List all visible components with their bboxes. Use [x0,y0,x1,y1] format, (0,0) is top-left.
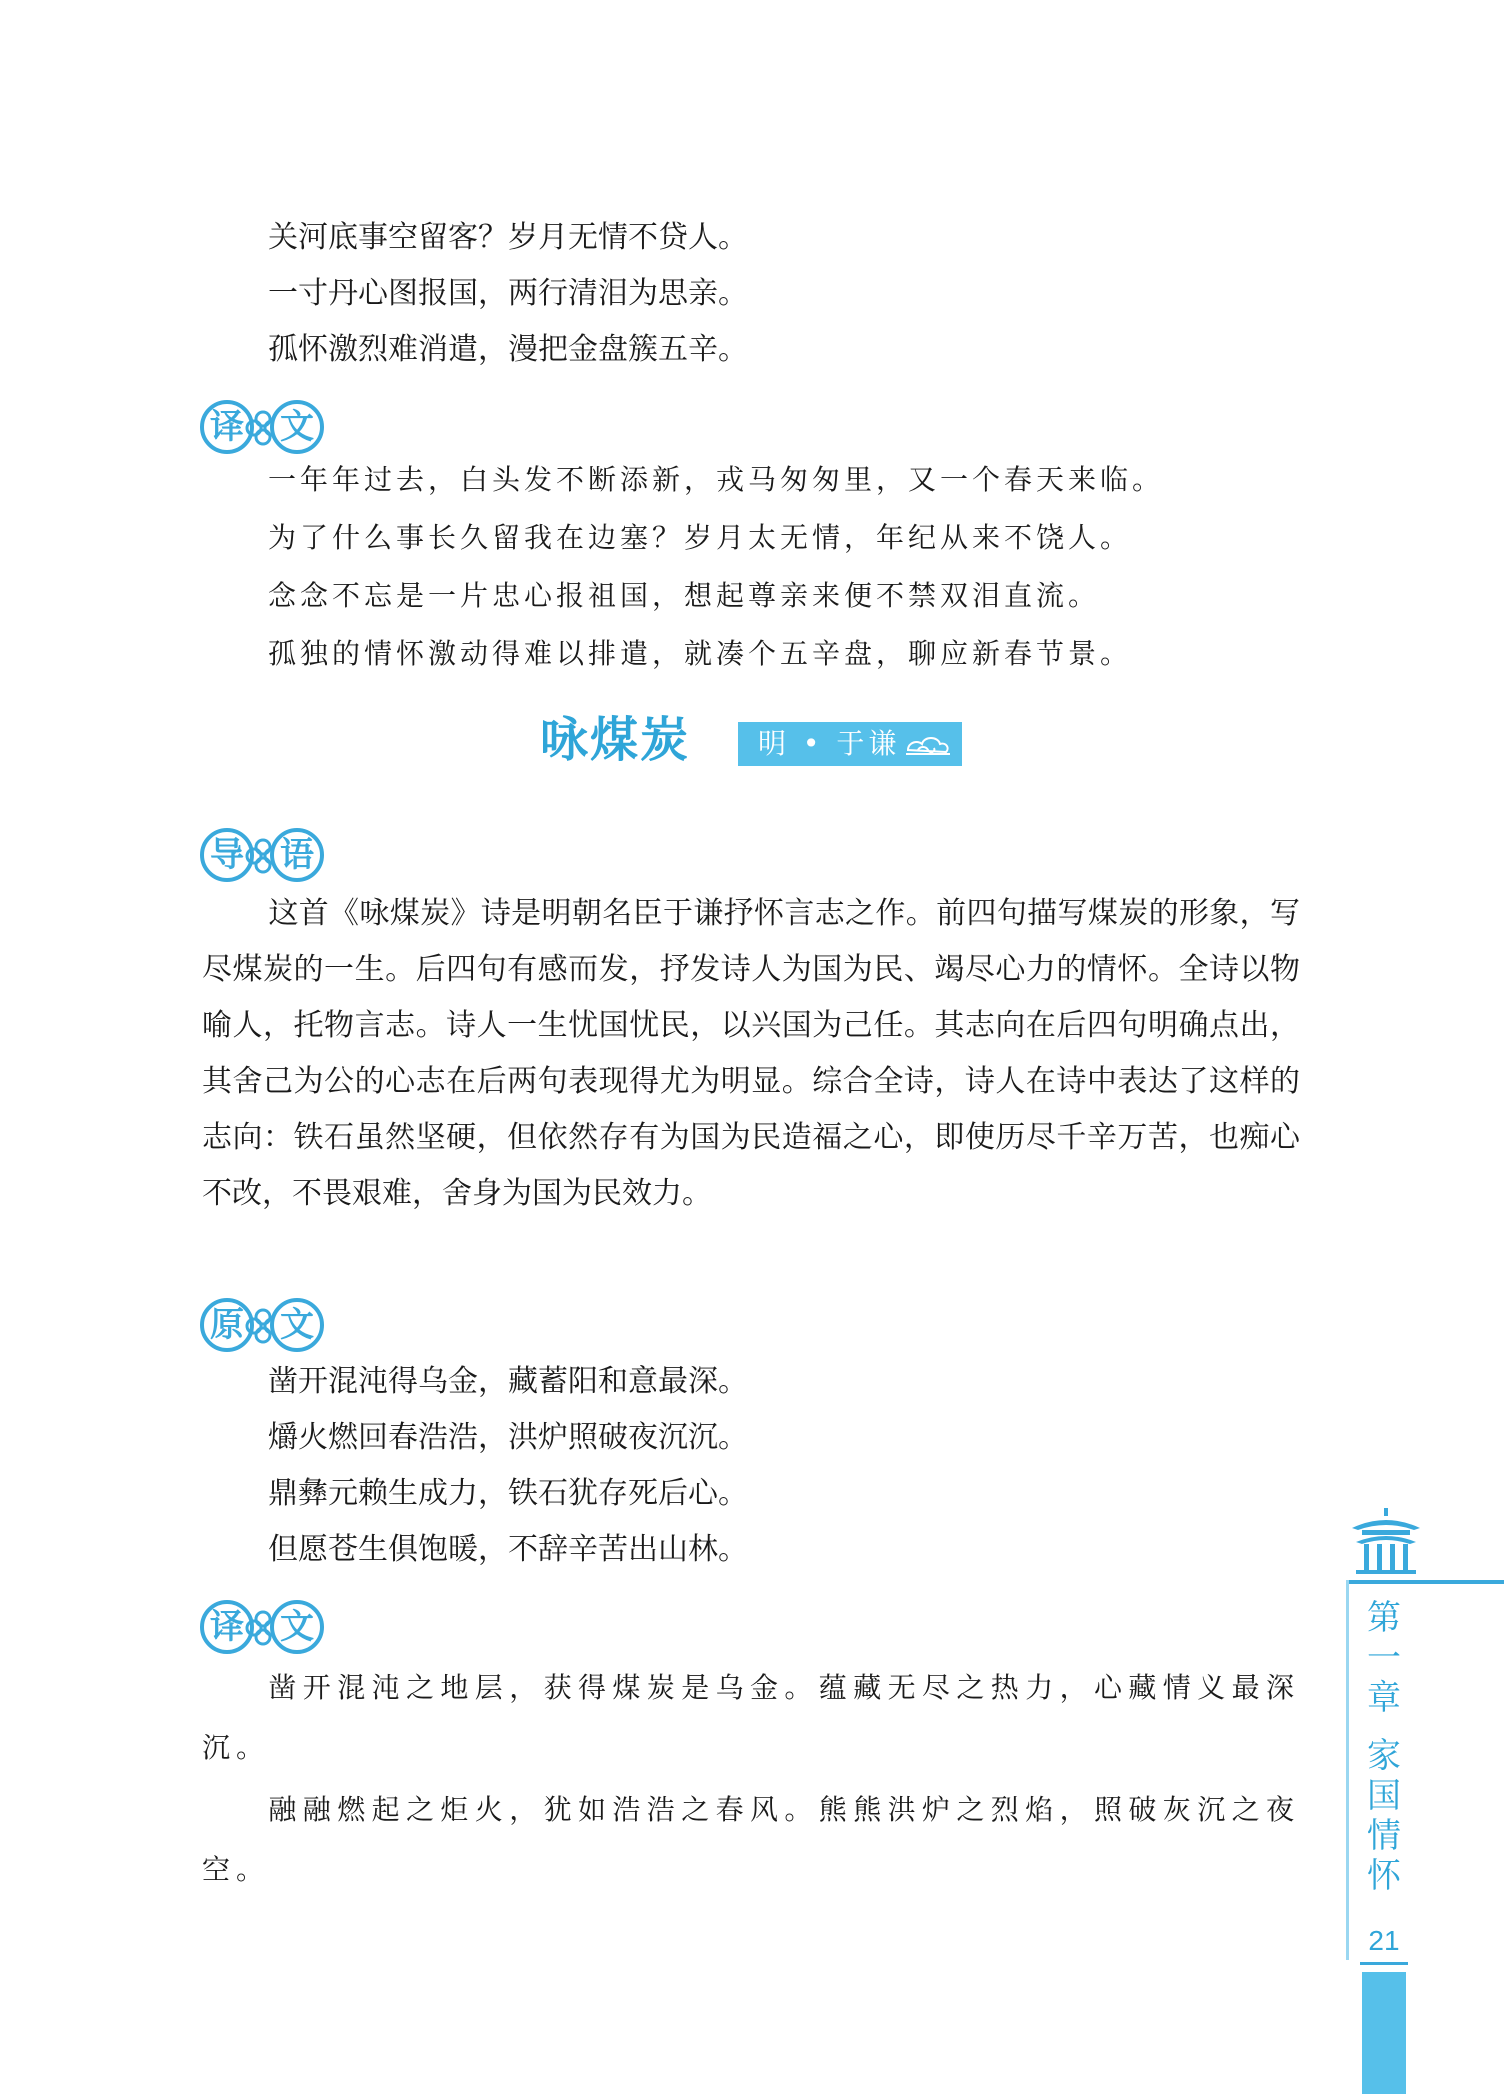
chapter-label: 第一章 [1367,1598,1401,1718]
intro-text: 这首《咏煤炭》诗是明朝名臣于谦抒怀言志之作。前四句描写煤炭的形象，写尽煤炭的一生。后四句有感而发，抒发诗人为国为民、竭尽心力的情怀。全诗以物喻人，托物言志。诗人一生忧国忧民，以兴国为己任。其志向在后四句明确点出，其舍己为公的心志在后两句表现得尤为明显。综合全诗，诗人在诗中表达了这样的志向：铁石虽然坚硬，但依然存有为国为民造福之心，即使历尽千辛万苦，也痴心不改，不畏艰难，舍身为国为民效力。 [202,896,1300,1211]
intro-paragraph [202,886,1300,1222]
translation-line: 一年年过去，白头发不断添新，戎马匆匆里，又一个春天来临。 [268,463,1165,496]
page-bar [1362,1972,1406,2094]
translation-text: 融融燃起之炬火，犹如浩浩之春风。熊熊洪炉之烈焰，照破灰沉之夜空。 [202,1793,1300,1886]
translation-line: 孤独的情怀激动得难以排遣，就凑个五辛盘，聊应新春节景。 [268,637,1133,670]
chapter-theme: 家国情怀 [1367,1736,1401,1896]
poem-line: 鼎彝元赖生成力，铁石犹存死后心。 [268,1476,748,1511]
author-badge [738,722,962,766]
poem-line: 一寸丹心图报国，两行清泪为思亲。 [268,276,748,311]
cloud-icon [904,730,952,758]
section-tag-translation [200,398,326,458]
translation-line: 为了什么事长久留我在边塞？岁月太无情，年纪从来不饶人。 [268,521,1133,554]
poem-line: 孤怀激烈难消遣，漫把金盘簇五辛。 [268,332,748,367]
translation-paragraph [202,1658,1300,1778]
translation-line: 念念不忘是一片忠心报祖国，想起尊亲来便不禁双泪直流。 [268,579,1101,612]
tag-char: 译 [200,400,254,454]
poem-title: 咏煤炭 [540,712,691,768]
tag-char: 文 [270,1298,324,1352]
poem-line: 凿开混沌得乌金，藏蓄阳和意最深。 [268,1364,748,1399]
tag-char: 语 [270,828,324,882]
tag-char: 文 [270,400,324,454]
tag-char: 原 [200,1298,254,1352]
page-number: 21 [1368,1925,1400,1956]
author-label: 明 • 于谦 [758,727,901,760]
poem-line: 但愿苍生俱饱暖，不辞辛苦出山林。 [268,1532,748,1567]
section-tag-original [200,1296,326,1356]
tag-char: 导 [200,828,254,882]
tag-char: 译 [200,1600,254,1654]
poem-line: 爝火燃回春浩浩，洪炉照破夜沉沉。 [268,1420,748,1455]
translation-paragraph [202,1780,1300,1900]
poem-line: 关河底事空留客？岁月无情不贷人。 [268,220,748,255]
section-tag-intro [200,826,326,886]
tag-char: 文 [270,1600,324,1654]
side-rule-vertical [1346,1580,1349,1960]
translation-text: 凿开混沌之地层，获得煤炭是乌金。蕴藏无尽之热力，心藏情义最深沉。 [202,1671,1300,1764]
side-rule [1346,1580,1504,1584]
section-tag-translation [200,1598,326,1658]
pavilion-icon [1348,1508,1424,1574]
page-number-rule [1360,1962,1408,1965]
